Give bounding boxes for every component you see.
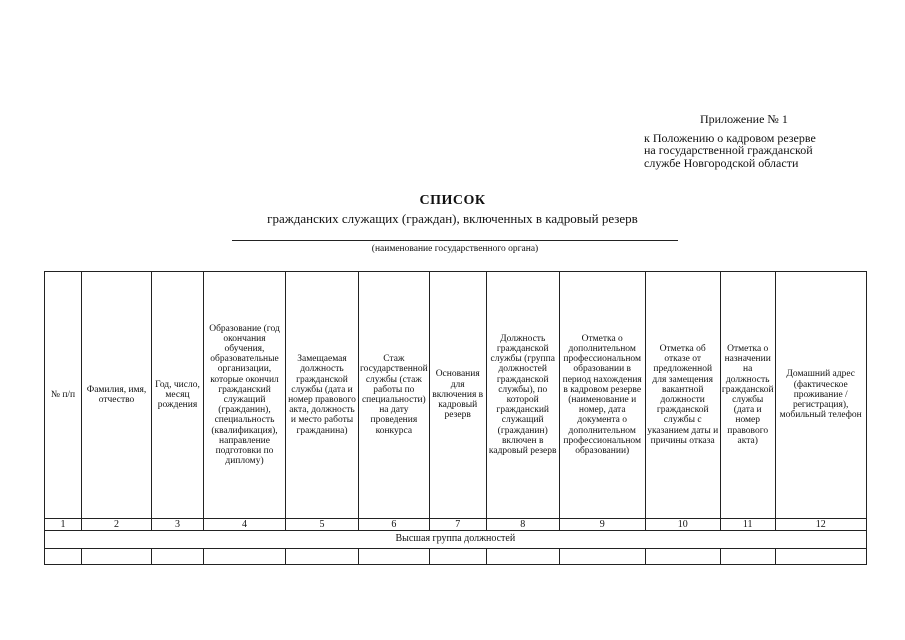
- table-header-row: [45, 272, 867, 519]
- column-number: 7: [429, 519, 486, 531]
- appendix-title: Приложение № 1: [700, 112, 788, 126]
- header-cell: Образование (год окончания обучения, образовательные организации, которые окончил гражданский служащий (гражданин), специальность (квалификация), направление подготовки по диплому): [204, 272, 286, 519]
- column-number: 2: [82, 519, 152, 531]
- column-number: 3: [152, 519, 204, 531]
- header-cell: Отметка об отказе от предложенной для замещения вакантной должности гражданской службы с указанием даты и причины отказа: [645, 272, 720, 519]
- appendix-line: на государственной гражданской: [644, 143, 813, 157]
- table-cell[interactable]: [775, 549, 866, 565]
- column-number: 6: [359, 519, 430, 531]
- column-number: 5: [286, 519, 359, 531]
- org-name-caption: (наименование государственного органа): [371, 244, 539, 254]
- document-subtitle: гражданских служащих (граждан), включенных в кадровый резерв: [267, 211, 638, 226]
- table-cell[interactable]: [429, 549, 486, 565]
- group-row: [45, 531, 867, 549]
- table-cell[interactable]: [359, 549, 430, 565]
- appendix-block: [644, 113, 894, 169]
- header-cell: Год, число, месяц рождения: [152, 272, 204, 519]
- header-cell: № п/п: [45, 272, 82, 519]
- org-name-underline: [232, 240, 678, 241]
- column-number: 1: [45, 519, 82, 531]
- column-number: 8: [486, 519, 559, 531]
- table-cell[interactable]: [45, 549, 82, 565]
- table-row: [45, 549, 867, 565]
- appendix-line: к Положению о кадровом резерве: [644, 130, 816, 145]
- header-cell: Основания для включения в кадровый резерв: [429, 272, 486, 519]
- column-number: 9: [559, 519, 645, 531]
- header-cell: Стаж государственной службы (стаж работы по специальности) на дату проведения конкурса: [359, 272, 430, 519]
- table-cell[interactable]: [645, 549, 720, 565]
- header-cell: Должность гражданской службы (группа должностей гражданской службы), по которой гражданский служащий (гражданин) включен в кадровый резерв: [486, 272, 559, 519]
- group-row-label: Высшая группа должностей: [45, 531, 867, 549]
- column-number: 11: [720, 519, 775, 531]
- document-title: СПИСОК: [419, 193, 486, 208]
- column-number-row: [45, 519, 867, 531]
- header-cell: Домашний адрес (фактическое проживание / регистрация), мобильный телефон: [775, 272, 866, 519]
- header-cell: Отметка о назначении на должность гражданской службы (дата и номер правового акта): [720, 272, 775, 519]
- header-cell: Отметка о дополнительном профессиональном образовании в период нахождения в кадровом резерве (наименование и номер, дата документа о дополнительном профессиональном образовании): [559, 272, 645, 519]
- table-cell[interactable]: [486, 549, 559, 565]
- table-cell[interactable]: [152, 549, 204, 565]
- appendix-line: службе Новгородской области: [644, 155, 799, 170]
- table-cell[interactable]: [720, 549, 775, 565]
- table-cell[interactable]: [82, 549, 152, 565]
- header-cell: Замещаемая должность гражданской службы (дата и номер правового акта, должность и место работы гражданина): [286, 272, 359, 519]
- table-cell[interactable]: [286, 549, 359, 565]
- table-cell[interactable]: [204, 549, 286, 565]
- reserve-table: [44, 271, 867, 565]
- header-cell: Фамилия, имя, отчество: [82, 272, 152, 519]
- table-cell[interactable]: [559, 549, 645, 565]
- column-number: 12: [775, 519, 866, 531]
- column-number: 10: [645, 519, 720, 531]
- column-number: 4: [204, 519, 286, 531]
